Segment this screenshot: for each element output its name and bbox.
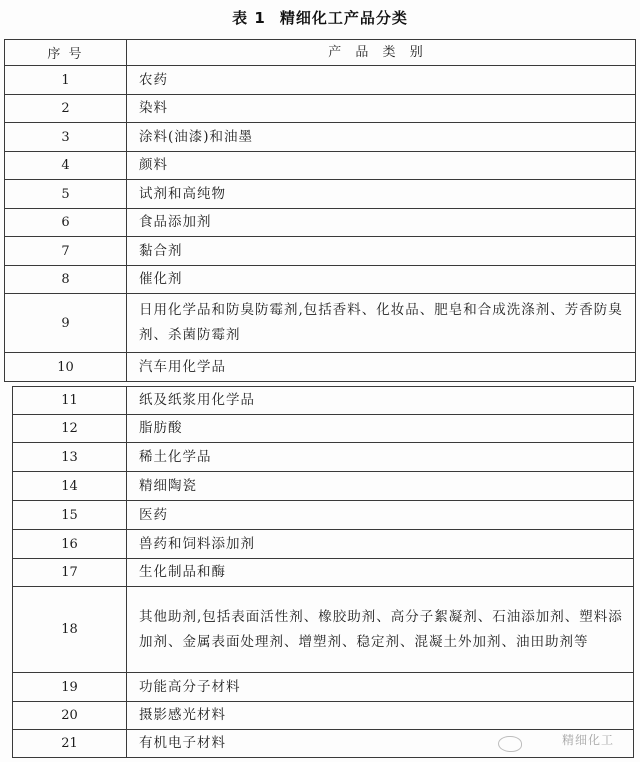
table-row <box>13 673 634 702</box>
row-number: 15 <box>13 501 127 530</box>
row-number: 2 <box>5 95 127 123</box>
row-number: 19 <box>13 673 127 702</box>
table-row <box>13 387 634 415</box>
table-row <box>13 559 634 587</box>
table-row <box>5 294 636 353</box>
row-category: 日用化学品和防臭防霉剂,包括香料、化妆品、肥皂和合成洗涤剂、芳香防臭剂、杀菌防霉剂 <box>127 294 636 353</box>
row-category: 有机电子材料 <box>127 730 634 758</box>
row-category: 其他助剂,包括表面活性剂、橡胶助剂、高分子絮凝剂、石油添加剂、塑料添加剂、金属表面处理剂、增塑剂、稳定剂、混凝土外加剂、油田助剂等 <box>127 587 634 673</box>
row-number: 8 <box>5 266 127 294</box>
table-row <box>13 415 634 443</box>
row-category: 食品添加剂 <box>127 209 636 237</box>
table-row <box>13 730 634 758</box>
table-row <box>5 95 636 123</box>
table-row <box>13 587 634 673</box>
table-row <box>13 472 634 501</box>
row-category: 涂料(油漆)和油墨 <box>127 123 636 152</box>
row-category: 精细陶瓷 <box>127 472 634 501</box>
weibo-logo-icon <box>498 736 522 752</box>
row-category: 催化剂 <box>127 266 636 294</box>
table-row <box>5 266 636 294</box>
row-number: 10 <box>5 353 127 382</box>
row-category: 兽药和饲料添加剂 <box>127 530 634 559</box>
row-category: 汽车用化学品 <box>127 353 636 382</box>
row-number: 5 <box>5 180 127 209</box>
row-number: 18 <box>13 587 127 673</box>
row-category: 试剂和高纯物 <box>127 180 636 209</box>
row-category: 纸及纸浆用化学品 <box>127 387 634 415</box>
table-row <box>5 66 636 95</box>
table-row <box>5 152 636 180</box>
row-number: 13 <box>13 443 127 472</box>
table-row <box>5 353 636 382</box>
row-number: 21 <box>13 730 127 758</box>
table-row <box>13 501 634 530</box>
table-number: 表 1 <box>232 9 266 27</box>
row-number: 16 <box>13 530 127 559</box>
table-row <box>13 702 634 730</box>
row-number: 7 <box>5 237 127 266</box>
row-number: 14 <box>13 472 127 501</box>
category-table-upper <box>4 39 636 382</box>
row-number: 1 <box>5 66 127 95</box>
row-category: 功能高分子材料 <box>127 673 634 702</box>
table-caption <box>0 7 640 28</box>
table-header-row <box>5 40 636 66</box>
header-category: 产 品 类 别 <box>127 40 636 66</box>
row-number: 11 <box>13 387 127 415</box>
row-number: 6 <box>5 209 127 237</box>
row-number: 4 <box>5 152 127 180</box>
row-number: 3 <box>5 123 127 152</box>
table-row <box>13 530 634 559</box>
table-title: 精细化工产品分类 <box>279 9 408 27</box>
row-category: 颜料 <box>127 152 636 180</box>
row-category: 黏合剂 <box>127 237 636 266</box>
table-row <box>13 443 634 472</box>
row-category: 染料 <box>127 95 636 123</box>
row-number: 12 <box>13 415 127 443</box>
header-index: 序 号 <box>5 40 127 66</box>
row-number: 17 <box>13 559 127 587</box>
row-category: 稀土化学品 <box>127 443 634 472</box>
row-category: 摄影感光材料 <box>127 702 634 730</box>
watermark: 精细化工 <box>561 733 614 747</box>
row-category: 生化制品和酶 <box>127 559 634 587</box>
row-number: 9 <box>5 294 127 353</box>
row-category: 脂肪酸 <box>127 415 634 443</box>
row-number: 20 <box>13 702 127 730</box>
category-table-lower <box>12 386 634 758</box>
row-category: 农药 <box>127 66 636 95</box>
row-category: 医药 <box>127 501 634 530</box>
table-row <box>5 180 636 209</box>
table-row <box>5 123 636 152</box>
table-row <box>5 209 636 237</box>
table-row <box>5 237 636 266</box>
